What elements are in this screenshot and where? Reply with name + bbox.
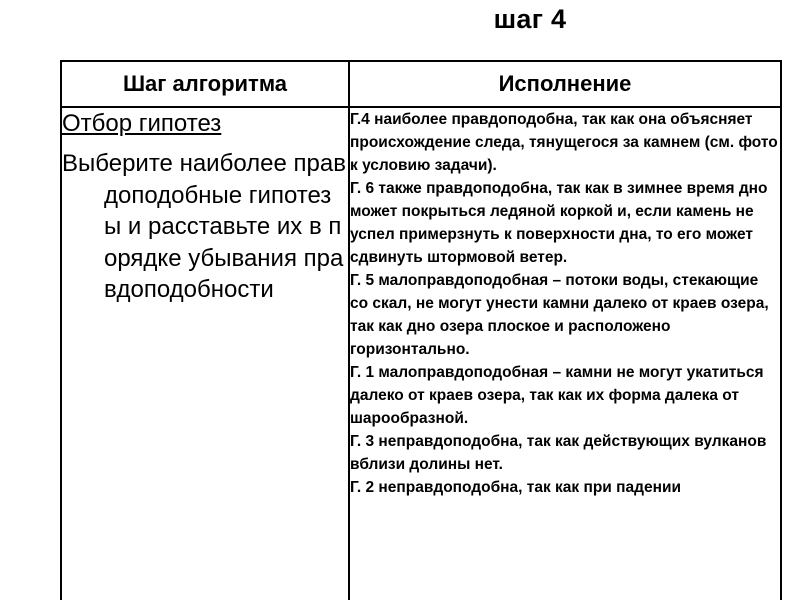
execution-cell [349, 107, 781, 600]
algorithm-table [60, 60, 782, 600]
table-row [61, 107, 781, 600]
execution-paragraph-g1: Г. 1 малоправдоподобная – камни не могут укатиться далеко от краев озера, так как их форма далека от шарообразной. [350, 364, 764, 427]
step-cell [61, 107, 349, 600]
slide-title: шаг 4 [493, 4, 567, 34]
step-text: Выберите наиболее правдоподобные гипотезы и расставьте их в порядке убывания правдоподобности [62, 150, 346, 304]
step-heading: Отбор гипотез [62, 110, 222, 137]
execution-paragraph-g3: Г. 3 неправдоподобна, так как действующих вулканов вблизи долины нет. [350, 433, 767, 473]
execution-paragraph-g2: Г. 2 неправдоподобна, так как при падении [350, 479, 682, 496]
execution-paragraph-g5: Г. 5 малоправдоподобная – потоки воды, стекающие со скал, не могут унести камни далеко от краев озера, так как дно озера плоское и расположено горизонтально. [350, 272, 769, 358]
table-header-row [61, 61, 781, 107]
execution-paragraph-g6: Г. 6 также правдоподобна, так как в зимнее время дно может покрыться ледяной коркой и, если камень не успел примерзнуть к поверхности дна, то его может сдвинуть штормовой ветер. [350, 180, 768, 266]
execution-paragraph-g4: Г.4 наиболее правдоподобна, так как она объясняет происхождение следа, тянущегося за камнем (см. фото к условию задачи). [350, 111, 778, 174]
header-execution: Исполнение [349, 61, 781, 107]
header-step: Шаг алгоритма [61, 61, 349, 107]
